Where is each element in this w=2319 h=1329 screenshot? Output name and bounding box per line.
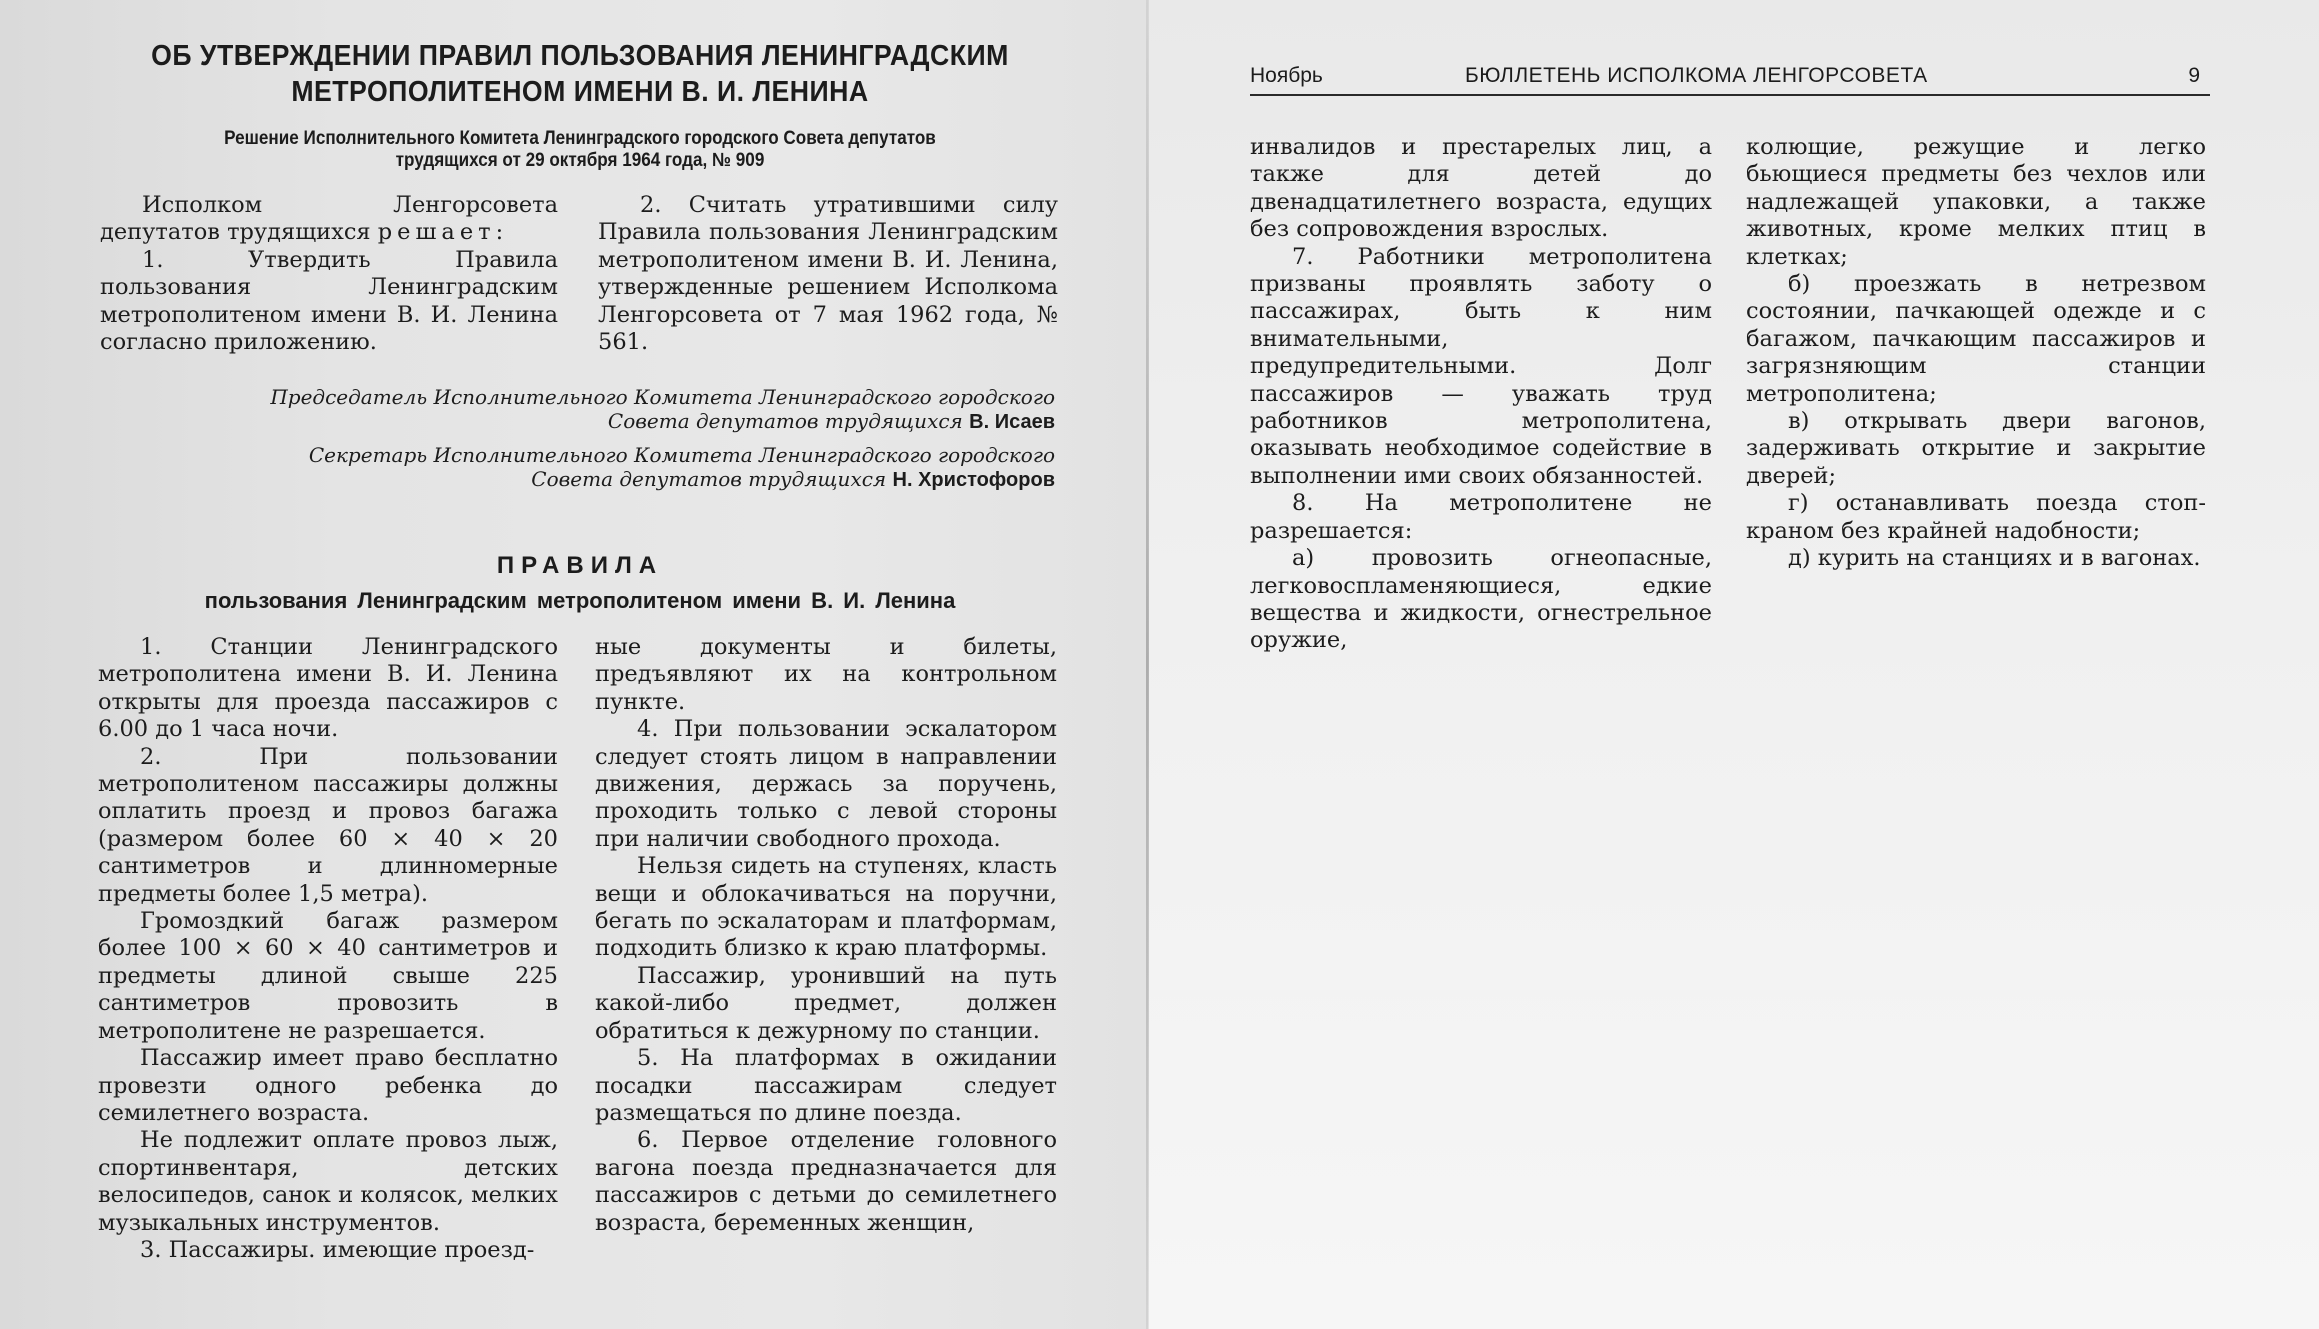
rule-paragraph: 2. При пользовании метрополитеном пассажиры должны оплатить проезд и провоз багажа (размером более 60 × 40 × 20 сантиметров и длинномерные предметы более 1,5 метра). — [98, 743, 558, 907]
rule-paragraph: д) курить на станциях и в вагонах. — [1788, 545, 2201, 572]
signature-line-1: Секретарь Исполнительного Комитета Ленинградского городского — [308, 443, 1055, 467]
decision-line-2: трудящихся от 29 октября 1964 года, № 909 — [395, 150, 765, 171]
signature-name: В. Исаев — [969, 411, 1055, 433]
rule-paragraph: б) проезжать в нетрезвом состоянии, пачкающей одежде и с багажом, пачкающим пассажиров и загрязняющим станции метрополитена; — [1746, 271, 2206, 407]
rules-column-1 — [98, 634, 558, 1264]
intro-column-2 — [598, 192, 1058, 356]
header-publication: БЮЛЛЕТЕНЬ ИСПОЛКОМА ЛЕНГОРСОВЕТА — [1465, 64, 1928, 87]
rule-paragraph: 3. Пассажиры. имеющие проезд- — [140, 1236, 535, 1263]
right-column-1 — [1250, 134, 1712, 655]
rule-paragraph: а) провозить огнеопасные, легковоспламеняющиеся, едкие вещества и жидкости, огнестрельное оружие, — [1250, 545, 1712, 654]
signature-name: Н. Христофоров — [892, 469, 1055, 491]
rule-paragraph: Не подлежит оплате провоз лыж, спортинвентаря, детских велосипедов, санок и колясок, мелких музыкальных инструментов. — [98, 1127, 558, 1236]
rules-column-2 — [595, 634, 1057, 1237]
signature-secretary — [260, 443, 1055, 492]
rule-paragraph: 8. На метрополитене не разрешается: — [1250, 490, 1712, 544]
rule-paragraph: Нельзя сидеть на ступенях, класть вещи и облокачиваться на поручни, бегать по эскалаторам и платформам, подходить близко к краю платформы. — [595, 853, 1057, 962]
rule-paragraph: 7. Работники метрополитена призваны проявлять заботу о пассажирах, быть к ним внимательными, предупредительными. Долг пассажиров — уважать труд работников метрополитена, оказывать необходимое содействие в выполнении ими своих обязанностей. — [1250, 243, 1712, 489]
rule-paragraph: 1. Станции Ленинградского метрополитена имени В. И. Ленина открыты для проезда пассажиров с 6.00 до 1 часа ночи. — [98, 634, 558, 743]
rules-heading: ПРАВИЛА — [496, 552, 664, 579]
intro-item-1: 1. Утвердить Правила пользования Ленинградским метрополитеном имени В. И. Ленина согласно приложению. — [100, 246, 558, 356]
running-header — [1250, 62, 2210, 96]
rule-paragraph: 5. На платформах в ожидании посадки пассажирам следует размещаться по длине поезда. — [595, 1045, 1057, 1126]
title-line-1: ОБ УТВЕРЖДЕНИИ ПРАВИЛ ПОЛЬЗОВАНИЯ ЛЕНИНГРАДСКИМ — [151, 40, 1009, 72]
decision-line-1: Решение Исполнительного Комитета Ленинградского городского Совета депутатов — [224, 128, 936, 149]
rule-paragraph: колющие, режущие и легко бьющиеся предметы без чехлов или надлежащей упаковки, а также животных, кроме мелких птиц в клетках; — [1746, 134, 2206, 270]
rule-paragraph: 4. При пользовании эскалатором следует стоять лицом в направлении движения, держась за поручень, проходить только с левой стороны при наличии свободного прохода. — [595, 716, 1057, 852]
rule-paragraph: Пассажир имеет право бесплатно провезти одного ребенка до семилетнего возраста. — [98, 1045, 558, 1126]
signature-line-2: Совета депутатов трудящихся — [531, 467, 887, 491]
signature-line-1: Председатель Исполнительного Комитета Ленинградского городского — [270, 385, 1055, 409]
intro-item-2: 2. Считать утратившими силу Правила пользования Ленинградским метрополитеном имени В. И. Ленина, утвержденные решением Исполкома Ленгорсовета от 7 мая 1962 года, № 561. — [598, 192, 1058, 356]
rule-paragraph: в) открывать двери вагонов, задерживать открытие и закрытие дверей; — [1746, 408, 2206, 489]
intro-column-1 — [100, 192, 558, 356]
header-month: Ноябрь — [1250, 64, 1323, 87]
intro-paragraph — [100, 192, 558, 247]
intro-spaced-word: решает — [377, 219, 496, 246]
rule-paragraph: ные документы и билеты, предъявляют их на контрольном пункте. — [595, 634, 1057, 715]
book-spine — [1146, 0, 1149, 1329]
rule-paragraph: 6. Первое отделение головного вагона поезда предназначается для пассажиров с детьми до семилетнего возраста, беременных женщин, — [595, 1127, 1057, 1236]
intro-colon: : — [495, 219, 504, 246]
rules-subheading: пользования Ленинградским метрополитеном имени В. И. Ленина — [204, 588, 956, 613]
page-number: 9 — [2188, 64, 2200, 87]
rule-paragraph: Громоздкий багаж размером более 100 × 60 × 40 сантиметров и предметы длиной свыше 225 сантиметров провозить в метрополитене не разрешается. — [98, 908, 558, 1044]
signature-line-2: Совета депутатов трудящихся — [607, 409, 963, 433]
decision-reference — [148, 128, 1012, 172]
signature-chairman — [260, 385, 1055, 434]
rule-paragraph: г) останавливать поезда стоп-краном без крайней надобности; — [1746, 490, 2206, 544]
rule-paragraph: инвалидов и престарелых лиц, а также для детей до двенадцатилетнего возраста, едущих без сопровождения взрослых. — [1250, 134, 1712, 243]
right-column-2 — [1746, 134, 2206, 573]
title-line-2: МЕТРОПОЛИТЕНОМ ИМЕНИ В. И. ЛЕНИНА — [291, 76, 869, 108]
rule-paragraph: Пассажир, уронивший на путь какой-либо предмет, должен обратиться к дежурному по станции. — [595, 962, 1057, 1044]
intro-text: Исполком Ленгорсовета депутатов трудящихся — [100, 192, 558, 246]
document-title — [138, 38, 1021, 110]
